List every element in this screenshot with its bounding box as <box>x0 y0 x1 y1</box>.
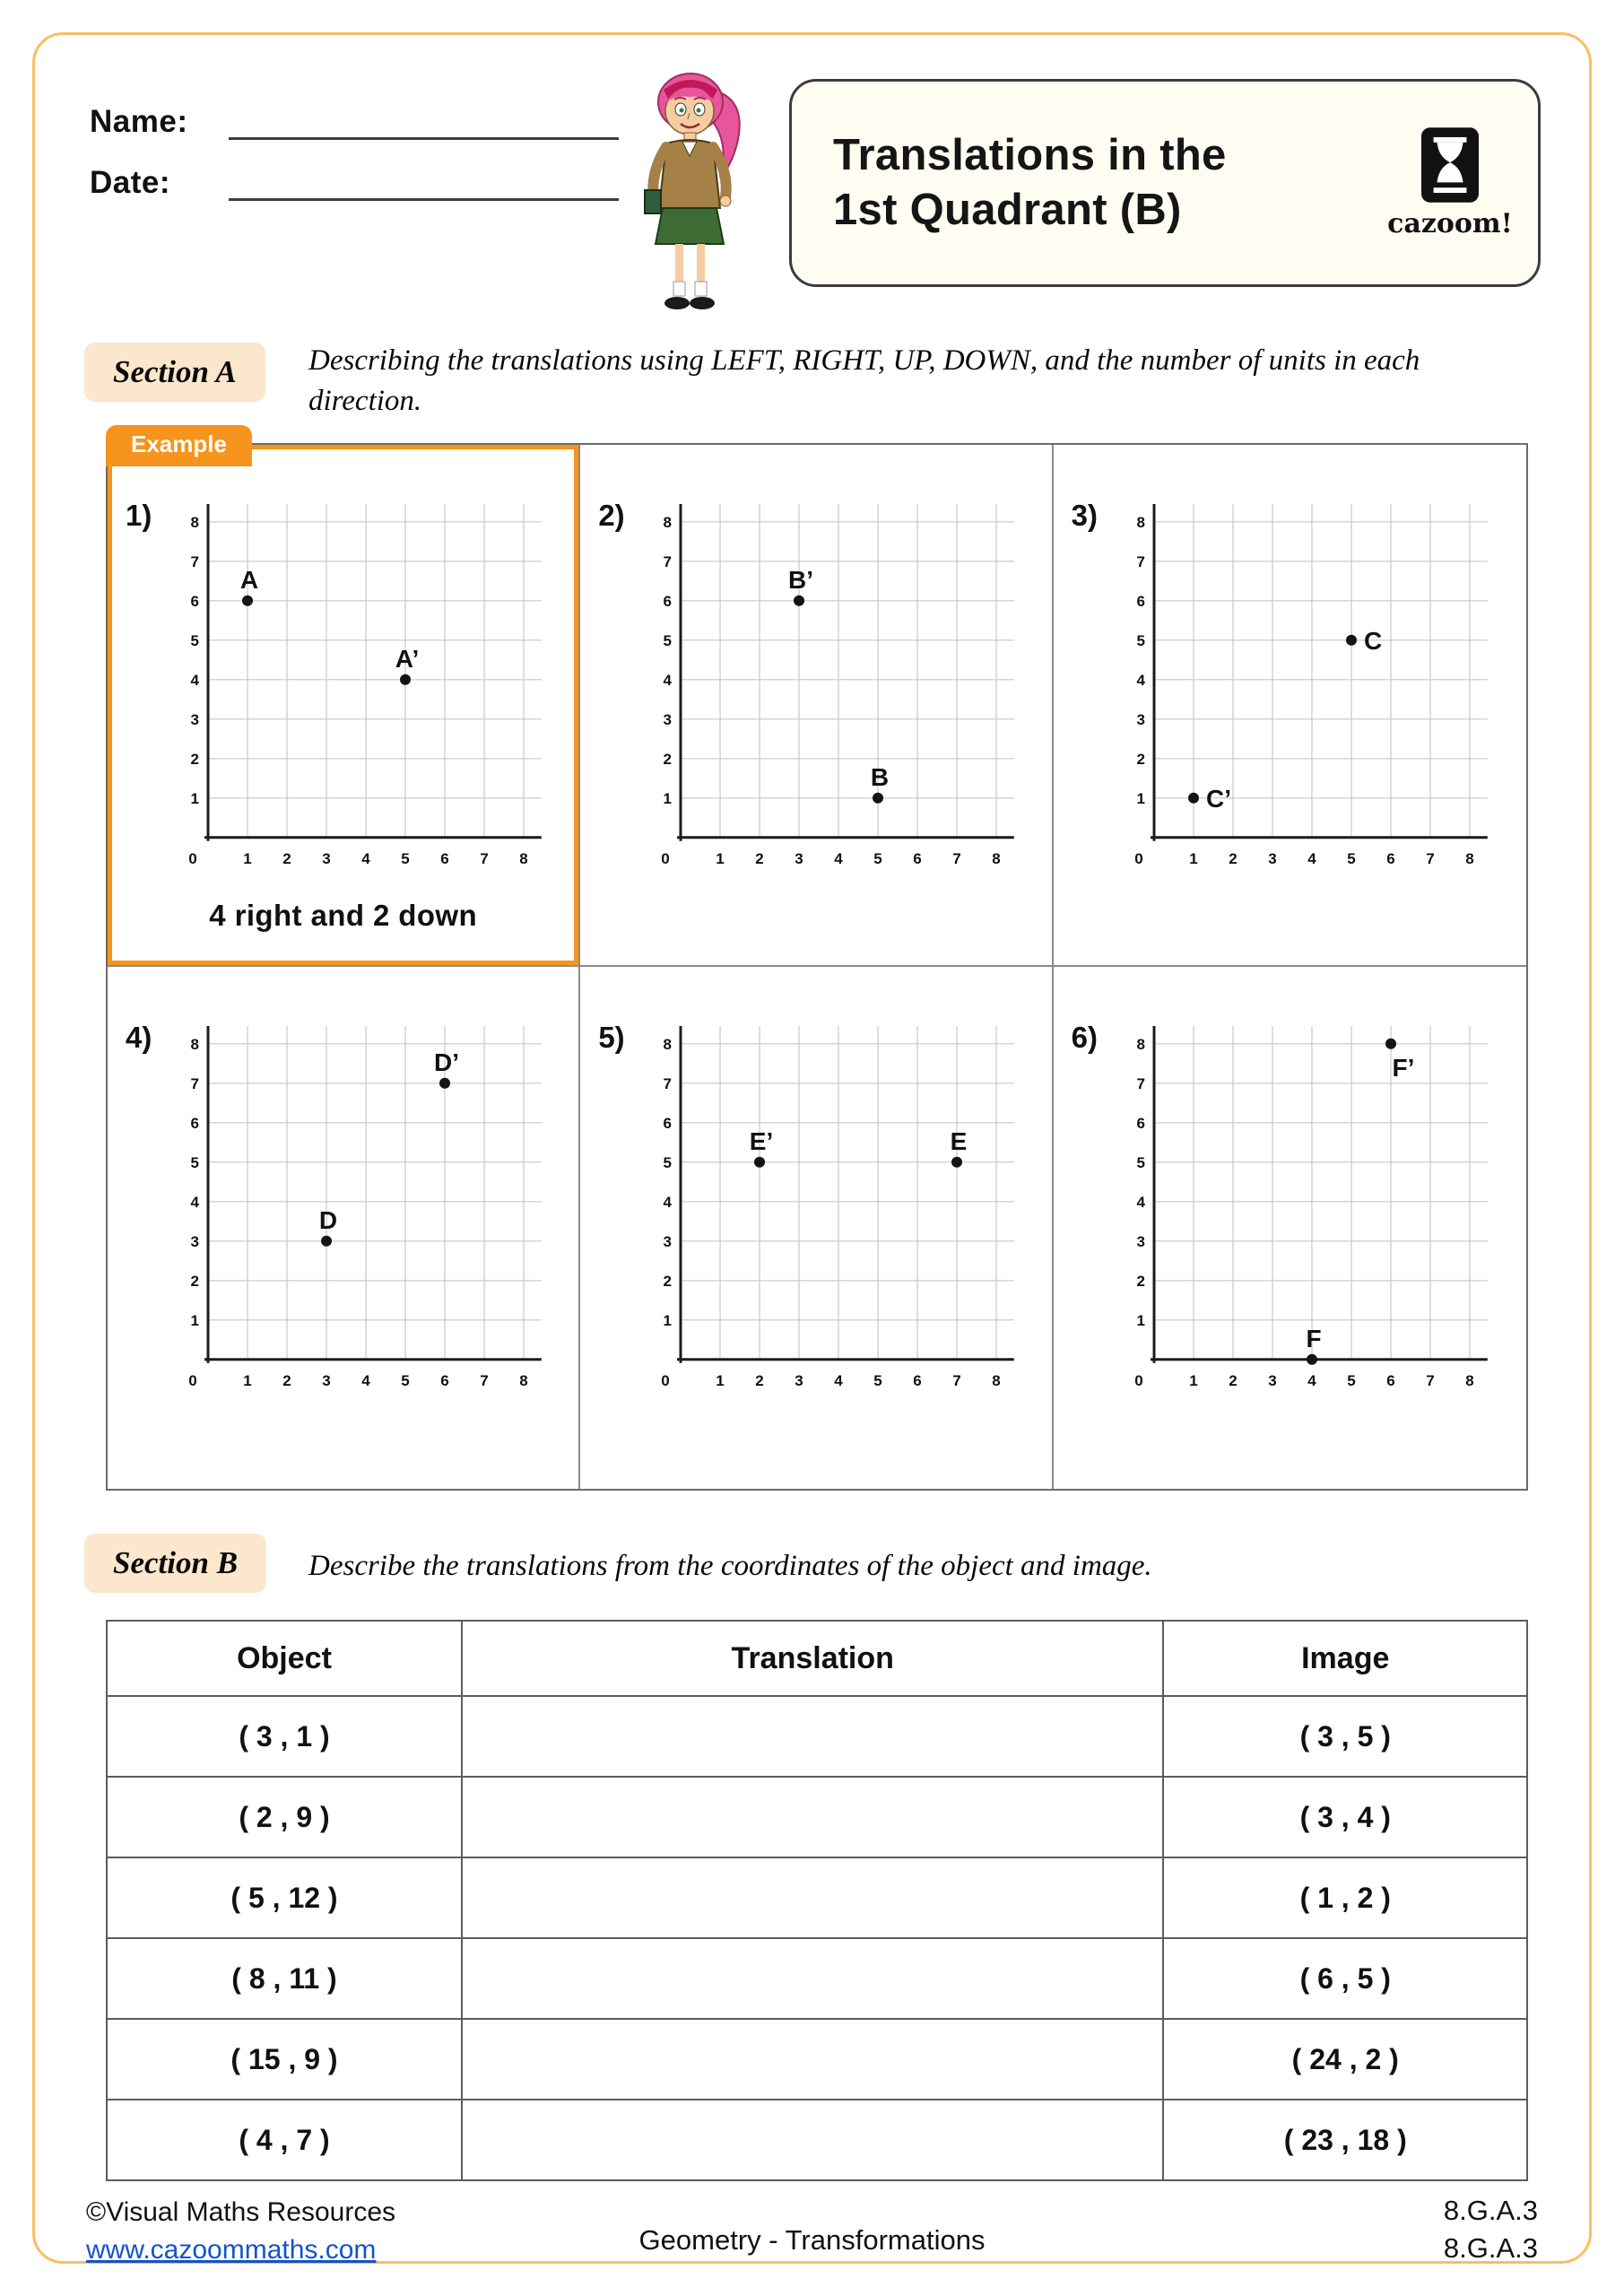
svg-text:4: 4 <box>361 1371 370 1389</box>
translation-answer-cell <box>462 1696 1163 1777</box>
svg-text:1: 1 <box>663 789 673 807</box>
svg-text:8: 8 <box>519 849 528 867</box>
svg-text:1: 1 <box>243 849 252 867</box>
svg-text:B’: B’ <box>788 565 814 594</box>
table-row <box>107 2019 1527 2100</box>
example-tag: Example <box>106 425 252 466</box>
svg-text:5: 5 <box>663 631 673 649</box>
svg-text:5: 5 <box>873 849 883 867</box>
table-row <box>107 1938 1527 2019</box>
girl-illustration-svg <box>623 56 767 325</box>
svg-text:2: 2 <box>663 1272 673 1290</box>
problem-3-cell <box>1054 445 1526 967</box>
date-line <box>229 167 619 201</box>
svg-text:3: 3 <box>190 1232 199 1250</box>
svg-text:8: 8 <box>992 849 1002 867</box>
svg-text:4: 4 <box>663 671 673 689</box>
svg-text:5: 5 <box>1136 1153 1145 1171</box>
svg-text:5: 5 <box>190 631 199 649</box>
svg-text:F: F <box>1306 1324 1322 1352</box>
translation-answer-cell <box>462 2019 1163 2100</box>
coordinate-grid-3 <box>1111 490 1498 880</box>
svg-text:7: 7 <box>480 849 489 867</box>
object-cell: ( 4 , 7 ) <box>107 2100 462 2180</box>
svg-text:8: 8 <box>1464 1371 1474 1389</box>
problem-3-number: 3) <box>1071 499 1098 532</box>
svg-text:1: 1 <box>243 1371 252 1389</box>
svg-text:6: 6 <box>663 592 673 610</box>
svg-text:8: 8 <box>1136 1035 1145 1053</box>
svg-text:8: 8 <box>1136 513 1145 531</box>
svg-text:2: 2 <box>1228 849 1238 867</box>
svg-text:0: 0 <box>1133 1371 1143 1389</box>
svg-text:2: 2 <box>190 1272 199 1290</box>
svg-text:3: 3 <box>1267 1371 1277 1389</box>
website-link[interactable]: www.cazoommaths.com <box>86 2235 377 2265</box>
svg-text:2: 2 <box>755 1371 765 1389</box>
table-header-row <box>107 1621 1527 1696</box>
svg-text:8: 8 <box>519 1371 528 1389</box>
translation-table <box>106 1620 1528 2181</box>
svg-text:2: 2 <box>1136 1272 1145 1290</box>
section-b-label: Section B <box>84 1534 266 1593</box>
svg-text:6: 6 <box>1385 849 1395 867</box>
image-cell: ( 6 , 5 ) <box>1163 1938 1527 2019</box>
svg-text:2: 2 <box>282 849 291 867</box>
svg-text:8: 8 <box>663 513 673 531</box>
svg-text:7: 7 <box>952 849 962 867</box>
coordinate-grid-5 <box>638 1012 1025 1402</box>
object-cell: ( 2 , 9 ) <box>107 1777 462 1857</box>
svg-text:7: 7 <box>1425 849 1435 867</box>
translation-answer-cell <box>462 1938 1163 2019</box>
svg-text:1: 1 <box>190 789 199 807</box>
translation-answer-cell <box>462 1857 1163 1938</box>
col-header-object: Object <box>107 1621 462 1696</box>
svg-text:5: 5 <box>1136 631 1145 649</box>
svg-text:4: 4 <box>834 849 844 867</box>
image-cell: ( 24 , 2 ) <box>1163 2019 1527 2100</box>
table-row <box>107 1857 1527 1938</box>
svg-text:6: 6 <box>1385 1371 1395 1389</box>
svg-text:3: 3 <box>322 1371 331 1389</box>
svg-text:0: 0 <box>1133 849 1143 867</box>
svg-text:1: 1 <box>190 1311 199 1329</box>
svg-text:4: 4 <box>834 1371 844 1389</box>
table-row <box>107 1777 1527 1857</box>
object-cell: ( 15 , 9 ) <box>107 2019 462 2100</box>
svg-text:7: 7 <box>952 1371 962 1389</box>
copyright-text: ©Visual Maths Resources <box>86 2197 396 2227</box>
svg-text:5: 5 <box>401 849 410 867</box>
svg-text:4: 4 <box>1307 1371 1316 1389</box>
svg-text:3: 3 <box>795 849 804 867</box>
svg-text:6: 6 <box>440 849 449 867</box>
svg-text:2: 2 <box>1228 1371 1238 1389</box>
svg-text:7: 7 <box>663 1074 673 1092</box>
table-row <box>107 2100 1527 2180</box>
problem-6-cell <box>1054 967 1526 1489</box>
footer-topic: Geometry - Transformations <box>638 2224 986 2256</box>
coordinate-grid-1 <box>165 490 552 880</box>
problem-1-number: 1) <box>126 499 152 532</box>
svg-text:2: 2 <box>190 750 199 768</box>
image-cell: ( 3 , 5 ) <box>1163 1696 1527 1777</box>
coordinate-grid-6 <box>1111 1012 1498 1402</box>
svg-text:7: 7 <box>663 552 673 570</box>
name-line <box>229 106 619 140</box>
cazoom-logo-text: cazoom! <box>1387 207 1513 239</box>
svg-text:3: 3 <box>1267 849 1277 867</box>
problem-4-cell <box>108 967 580 1489</box>
example-answer: 4 right and 2 down <box>209 899 478 932</box>
worksheet-title-line1: Translations in the <box>833 131 1227 180</box>
svg-text:8: 8 <box>190 513 199 531</box>
svg-text:6: 6 <box>913 849 923 867</box>
image-cell: ( 3 , 4 ) <box>1163 1777 1527 1857</box>
image-cell: ( 23 , 18 ) <box>1163 2100 1527 2180</box>
svg-text:4: 4 <box>1307 849 1316 867</box>
section-a-label: Section A <box>84 343 265 402</box>
problem-4-number: 4) <box>126 1021 152 1054</box>
svg-text:C’: C’ <box>1205 784 1231 813</box>
svg-text:D: D <box>318 1205 338 1234</box>
svg-text:1: 1 <box>1188 849 1198 867</box>
coordinate-grid-4 <box>165 1012 552 1402</box>
image-cell: ( 1 , 2 ) <box>1163 1857 1527 1938</box>
table-row <box>107 1696 1527 1777</box>
svg-text:3: 3 <box>663 1232 673 1250</box>
svg-text:C: C <box>1363 626 1382 655</box>
svg-text:7: 7 <box>1136 552 1145 570</box>
svg-text:0: 0 <box>188 1371 197 1389</box>
section-a-description: Describing the translations using LEFT, RIGHT, UP, DOWN, and the number of units in each direction. <box>308 344 1420 417</box>
svg-text:2: 2 <box>663 750 673 768</box>
svg-text:3: 3 <box>1136 710 1145 728</box>
worksheet-title-line2: 1st Quadrant (B) <box>833 186 1182 234</box>
cazoom-logo <box>1385 127 1538 239</box>
svg-text:E’: E’ <box>750 1126 774 1155</box>
col-header-translation: Translation <box>462 1621 1163 1696</box>
standard-code-line1: 8.G.A.3 <box>1443 2195 1538 2226</box>
svg-text:3: 3 <box>190 710 199 728</box>
svg-text:A’: A’ <box>395 644 420 673</box>
svg-text:1: 1 <box>663 1311 673 1329</box>
hourglass-logo-icon <box>1421 127 1479 203</box>
svg-text:8: 8 <box>190 1035 199 1053</box>
problem-6-number: 6) <box>1071 1021 1098 1054</box>
svg-text:3: 3 <box>1136 1232 1145 1250</box>
problem-5-cell <box>580 967 1053 1489</box>
svg-text:7: 7 <box>190 1074 199 1092</box>
name-label: Name: <box>90 104 188 139</box>
svg-text:0: 0 <box>188 849 197 867</box>
svg-text:4: 4 <box>1136 1193 1145 1211</box>
svg-text:F’: F’ <box>1392 1053 1415 1082</box>
svg-text:B: B <box>871 762 890 791</box>
object-cell: ( 5 , 12 ) <box>107 1857 462 1938</box>
svg-text:D’: D’ <box>434 1048 459 1076</box>
problem-2-number: 2) <box>598 499 625 532</box>
svg-text:4: 4 <box>361 849 370 867</box>
svg-text:1: 1 <box>1136 789 1145 807</box>
date-label: Date: <box>90 165 171 200</box>
name-row <box>90 104 619 140</box>
svg-text:3: 3 <box>322 849 331 867</box>
svg-text:5: 5 <box>873 1371 883 1389</box>
svg-text:0: 0 <box>661 1371 671 1389</box>
date-row <box>90 165 619 201</box>
svg-text:6: 6 <box>1136 592 1145 610</box>
svg-text:2: 2 <box>755 849 765 867</box>
svg-text:8: 8 <box>1464 849 1474 867</box>
svg-text:1: 1 <box>1188 1371 1198 1389</box>
svg-text:7: 7 <box>480 1371 489 1389</box>
svg-text:4: 4 <box>190 1193 199 1211</box>
problem-2-cell <box>580 445 1053 967</box>
svg-text:4: 4 <box>663 1193 673 1211</box>
svg-text:6: 6 <box>913 1371 923 1389</box>
section-b-description: Describe the translations from the coordinates of the object and image. <box>308 1550 1152 1582</box>
svg-text:6: 6 <box>1136 1114 1145 1132</box>
svg-text:4: 4 <box>190 671 199 689</box>
translation-answer-cell <box>462 2100 1163 2180</box>
svg-text:5: 5 <box>401 1371 410 1389</box>
svg-text:6: 6 <box>190 1114 199 1132</box>
svg-text:2: 2 <box>282 1371 291 1389</box>
standard-codes <box>1444 2192 1538 2267</box>
girl-illustration <box>623 56 767 325</box>
svg-text:2: 2 <box>1136 750 1145 768</box>
coordinate-grid-2 <box>638 490 1025 880</box>
svg-text:7: 7 <box>190 552 199 570</box>
svg-text:3: 3 <box>663 710 673 728</box>
svg-text:6: 6 <box>190 592 199 610</box>
svg-text:1: 1 <box>716 1371 725 1389</box>
title-box <box>789 79 1541 287</box>
svg-text:3: 3 <box>795 1371 804 1389</box>
svg-text:5: 5 <box>1346 1371 1356 1389</box>
svg-text:1: 1 <box>1136 1311 1145 1329</box>
svg-text:5: 5 <box>1346 849 1356 867</box>
problem-5-number: 5) <box>598 1021 625 1054</box>
svg-text:E: E <box>950 1126 968 1155</box>
svg-text:6: 6 <box>663 1114 673 1132</box>
object-cell: ( 8 , 11 ) <box>107 1938 462 2019</box>
standard-code-line2: 8.G.A.3 <box>1443 2231 1538 2264</box>
translation-answer-cell <box>462 1777 1163 1857</box>
svg-text:0: 0 <box>661 849 671 867</box>
svg-text:1: 1 <box>716 849 725 867</box>
svg-text:6: 6 <box>440 1371 449 1389</box>
svg-text:7: 7 <box>1425 1371 1435 1389</box>
svg-text:8: 8 <box>663 1035 673 1053</box>
svg-text:8: 8 <box>992 1371 1002 1389</box>
svg-text:7: 7 <box>1136 1074 1145 1092</box>
problem-1-cell <box>108 430 580 967</box>
svg-text:4: 4 <box>1136 671 1145 689</box>
svg-text:A: A <box>239 565 259 594</box>
object-cell: ( 3 , 1 ) <box>107 1696 462 1777</box>
col-header-image: Image <box>1163 1621 1527 1696</box>
svg-text:5: 5 <box>190 1153 199 1171</box>
worksheet-title <box>792 128 1385 238</box>
problems-grid <box>106 430 1528 1491</box>
svg-text:5: 5 <box>663 1153 673 1171</box>
